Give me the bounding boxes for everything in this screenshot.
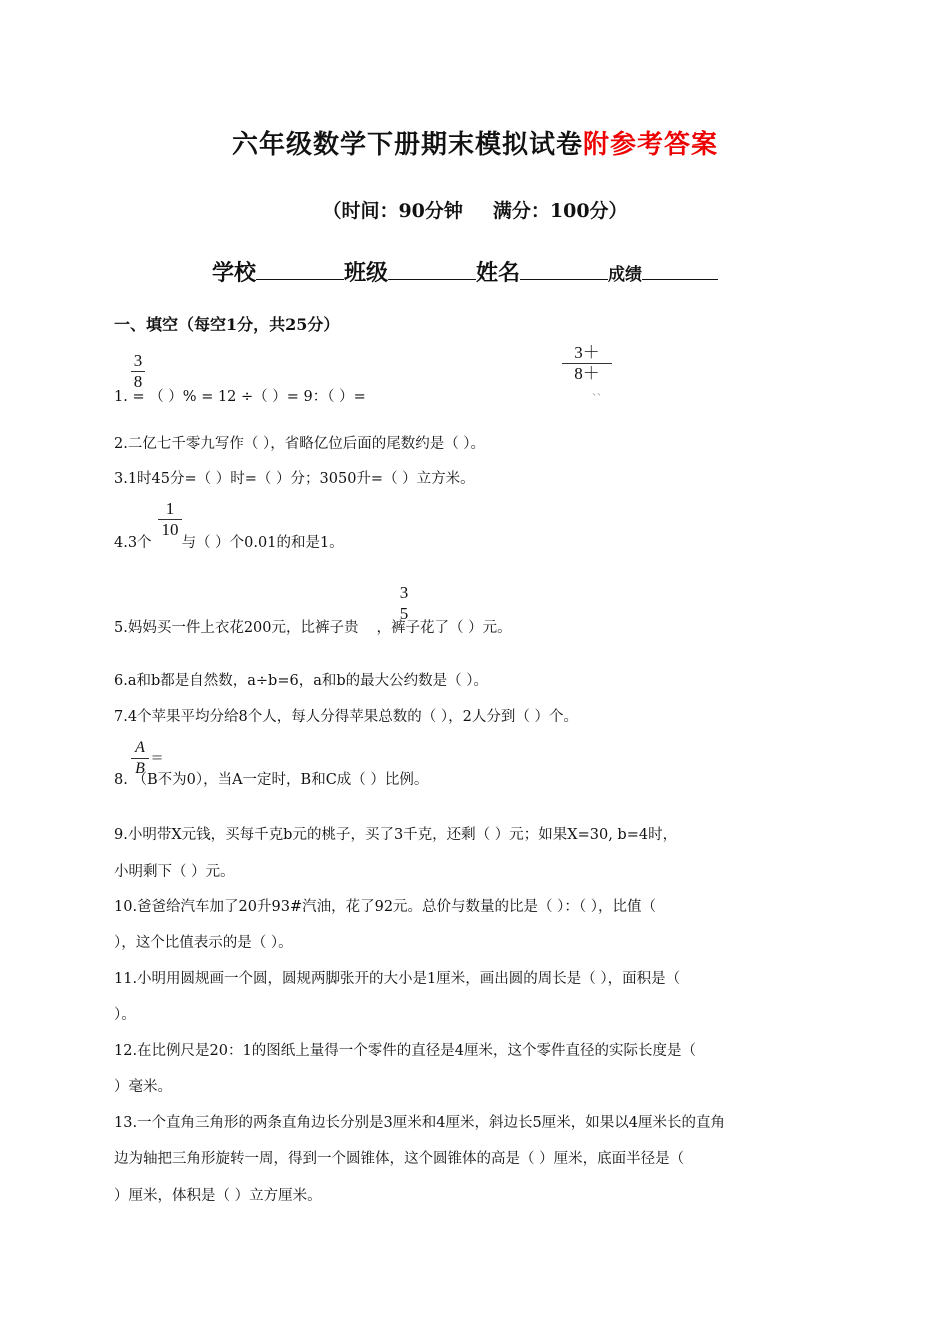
question-9-line1: 9.小明带X元钱，买每千克b元的桃子，买了3千克，还剩（ ）元；如果X=30, b=4时，: [114, 827, 678, 843]
exam-score: 满分：100分）: [492, 200, 628, 222]
name-label: 姓名: [476, 260, 521, 286]
question-5: 5.妈妈买一件上衣花200元，比裤子贵 ，裤子花了（ ）元。: [114, 620, 512, 636]
question-3: 3.1时45分=（ ）时=（ ）分；3050升=（ ）立方米。: [114, 471, 475, 487]
title-main: 六年级数学下册期末模拟试卷: [231, 130, 583, 160]
question-10-line2: ），这个比值表示的是（ ）。: [114, 935, 293, 951]
question-9-line2: 小明剩下（ ）元。: [114, 864, 235, 880]
grade-label: 成绩: [608, 265, 643, 285]
question-13-line3: ）厘米，体积是（ ）立方厘米。: [114, 1188, 322, 1204]
question-12-line1: 12.在比例尺是20：1的图纸上量得一个零件的直径是4厘米，这个零件直径的实际长度是（: [114, 1043, 696, 1059]
question-11-line1: 11.小明用圆规画一个圆，圆规两脚张开的大小是1厘米，画出圆的周长是（ ），面积是（: [114, 971, 681, 987]
school-blank[interactable]: [256, 259, 344, 280]
question-1-tail: 、、: [592, 387, 607, 398]
question-12-line2: ）毫米。: [114, 1079, 172, 1095]
class-label: 班级: [344, 260, 389, 286]
class-blank[interactable]: [388, 259, 476, 280]
question-11-line2: ）。: [114, 1007, 136, 1023]
page-title: [0, 124, 950, 161]
fraction-q1b: 3＋ 8＋: [562, 344, 612, 383]
question-4: 4.3个 与（ ）个0.01的和是1。: [114, 535, 344, 551]
question-8: 8. （B不为0），当A一定时，B和C成（ ）比例。: [114, 772, 429, 788]
question-13-line1: 13.一个直角三角形的两条直角边长分别是3厘米和4厘米，斜边长5厘米，如果以4厘米长的直角: [114, 1115, 725, 1131]
question-1: 1. = （ ）% = 12 ÷（ ）= 9：（ ）=: [114, 389, 366, 405]
exam-meta: [0, 196, 950, 223]
name-blank[interactable]: [520, 259, 608, 280]
question-2: 2.二亿七千零九写作（ ），省略亿位后面的尾数约是（ ）。: [114, 436, 486, 452]
section-title: 一、填空（每空1分，共25分）: [114, 315, 340, 334]
question-13-line2: 边为轴把三角形旋转一周，得到一个圆锥体，这个圆锥体的高是（ ）厘米，底面半径是（: [114, 1151, 685, 1167]
school-label: 学校: [212, 260, 257, 286]
student-info-line: [212, 256, 718, 287]
question-6: 6.a和b都是自然数，a÷b=6，a和b的最大公约数是（ ）。: [114, 673, 488, 689]
question-10-line1: 10.爸爸给汽车加了20升93#汽油，花了92元。总价与数量的比是（ ）：（ ），比值（: [114, 899, 657, 915]
fraction-q8: A B: [131, 739, 149, 778]
question-8-equals: =: [151, 750, 164, 766]
fraction-q1a: 3 8: [131, 352, 145, 391]
exam-time: （时间：90分钟: [322, 200, 463, 222]
question-7: 7.4个苹果平均分给8个人，每人分得苹果总数的（ ），2人分到（ ）个。: [114, 709, 578, 725]
grade-blank[interactable]: [642, 259, 718, 280]
fraction-q4: 1 10: [158, 500, 182, 539]
title-answer-note: 附参考答案: [583, 130, 719, 160]
fraction-q5: 3 5: [397, 584, 411, 623]
